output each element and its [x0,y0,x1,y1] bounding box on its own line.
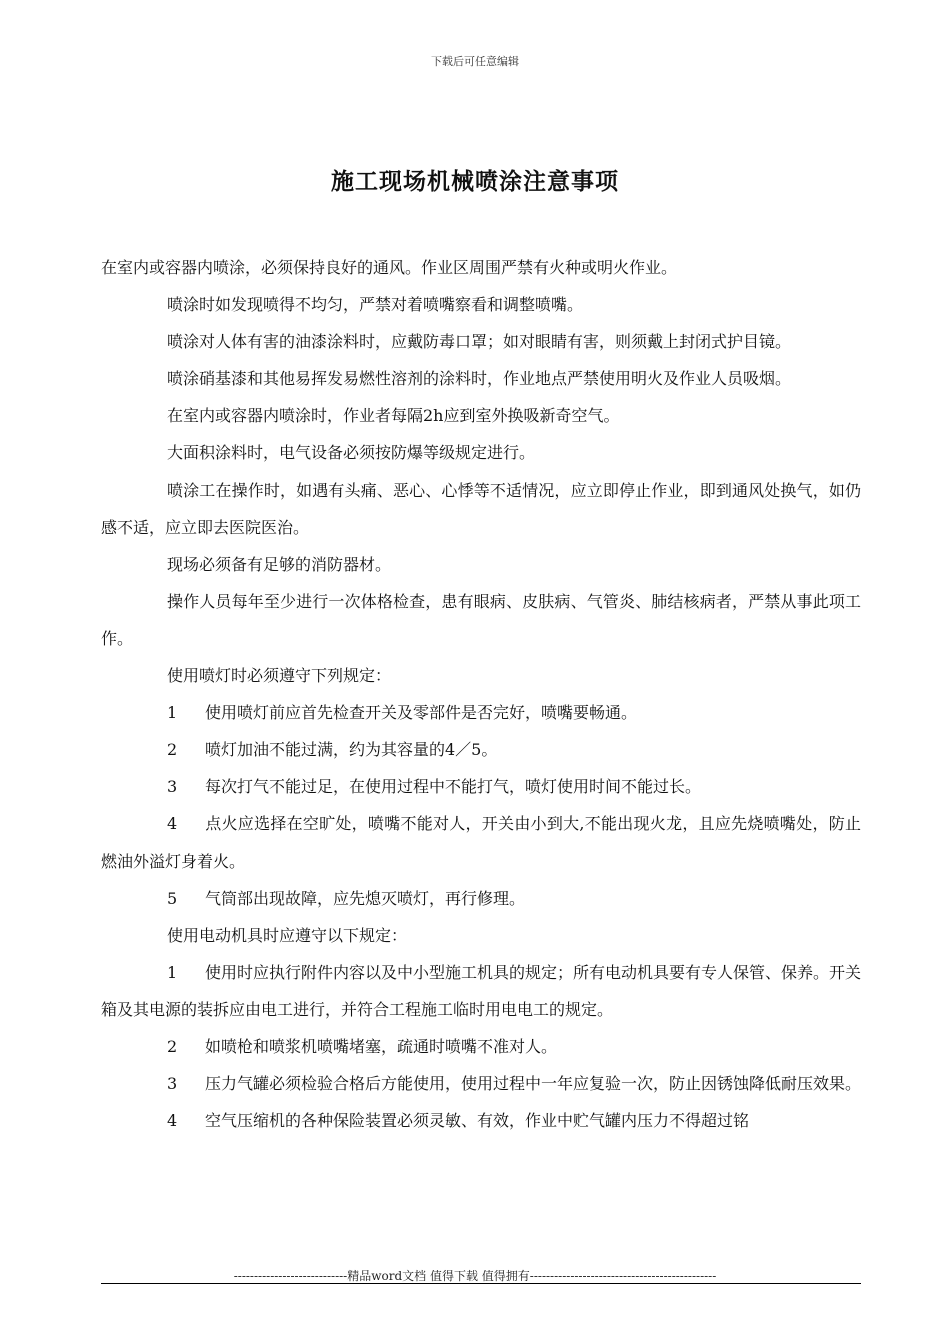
list-number: 3 [167,1074,178,1094]
list-text: 每次打气不能过足，在使用过程中不能打气，喷灯使用时间不能过长。 [205,777,702,797]
list-text: 使用喷灯前应首先检查开关及零部件是否完好，喷嘴要畅通。 [205,703,638,723]
paragraph: 喷涂工在操作时，如遇有头痛、恶心、心悸等不适情况，应立即停止作业，即到通风处换气，如仍感不适，应立即去医院医治。 [101,480,861,537]
list-number: 2 [167,1036,178,1056]
list-number: 3 [167,777,178,797]
header-note: 下载后可任意编辑 [431,55,519,68]
list-number: 1 [167,962,178,982]
list-text: 空气压缩机的各种保险装置必须灵敏、有效，作业中贮气罐内压力不得超过铭 [205,1111,750,1131]
list-item [101,805,861,879]
paragraph: 操作人员每年至少进行一次体格检查，患有眼病、皮肤病、气管炎、肺结核病者，严禁从事此项工作。 [101,591,861,648]
paragraph: 喷涂硝基漆和其他易挥发易燃性溶剂的涂料时，作业地点严禁使用明火及作业人员吸烟。 [167,369,792,389]
paragraph: 使用电动机具时应遵守以下规定： [167,925,408,945]
list-text: 气筒部出现故障，应先熄灭喷灯，再行修理。 [205,888,526,908]
paragraph: 在室内或容器内喷涂时，作业者每隔2h应到室外换吸新奇空气。 [167,406,620,426]
list-text: 点火应选择在空旷处，喷嘴不能对人，开关由小到大,不能出现火龙，且应先烧喷嘴处，防止燃油外溢灯身着火。 [101,814,861,871]
list-item [101,880,861,917]
list-text: 压力气罐必须检验合格后方能使用，使用过程中一年应复验一次，防止因锈蚀降低耐压效果。 [205,1074,862,1094]
list-item [101,1065,861,1102]
list-item [101,954,861,1028]
footer-text: ----------------------------精品word文档 值得下载 值得拥有---------------------------------------------- [233,1269,717,1283]
document-body [101,249,861,1139]
list-number: 1 [167,703,178,723]
list-text: 使用时应执行附件内容以及中小型施工机具的规定；所有电动机具要有专人保管、保养。开关箱及其电源的装拆应由电工进行，并符合工程施工临时用电电工的规定。 [101,962,862,1019]
list-number: 2 [167,740,178,760]
list-number: 4 [167,814,178,834]
document-title: 施工现场机械喷涂注意事项 [331,168,619,195]
paragraph: 喷涂对人体有害的油漆涂料时，应戴防毒口罩；如对眼睛有害，则须戴上封闭式护目镜。 [167,332,792,352]
paragraph: 在室内或容器内喷涂，必须保持良好的通风。作业区周围严禁有火种或明火作业。 [101,258,678,277]
list-item [101,1102,861,1139]
paragraph: 现场必须备有足够的消防器材。 [167,554,392,574]
list-item [101,1028,861,1065]
paragraph: 使用喷灯时必须遵守下列规定： [167,666,392,686]
list-number: 5 [167,888,178,908]
paragraph: 大面积涂料时，电气设备必须按防爆等级规定进行。 [167,443,536,463]
paragraph: 喷涂时如发现喷得不均匀，严禁对着喷嘴察看和调整喷嘴。 [167,295,584,315]
footer-divider [101,1283,861,1284]
list-item [101,731,861,768]
list-text: 如喷枪和喷浆机喷嘴堵塞，疏通时喷嘴不准对人。 [205,1036,558,1056]
list-item [101,768,861,805]
list-number: 4 [167,1111,178,1131]
list-item [101,694,861,731]
list-text: 喷灯加油不能过满，约为其容量的4／5。 [205,740,498,760]
